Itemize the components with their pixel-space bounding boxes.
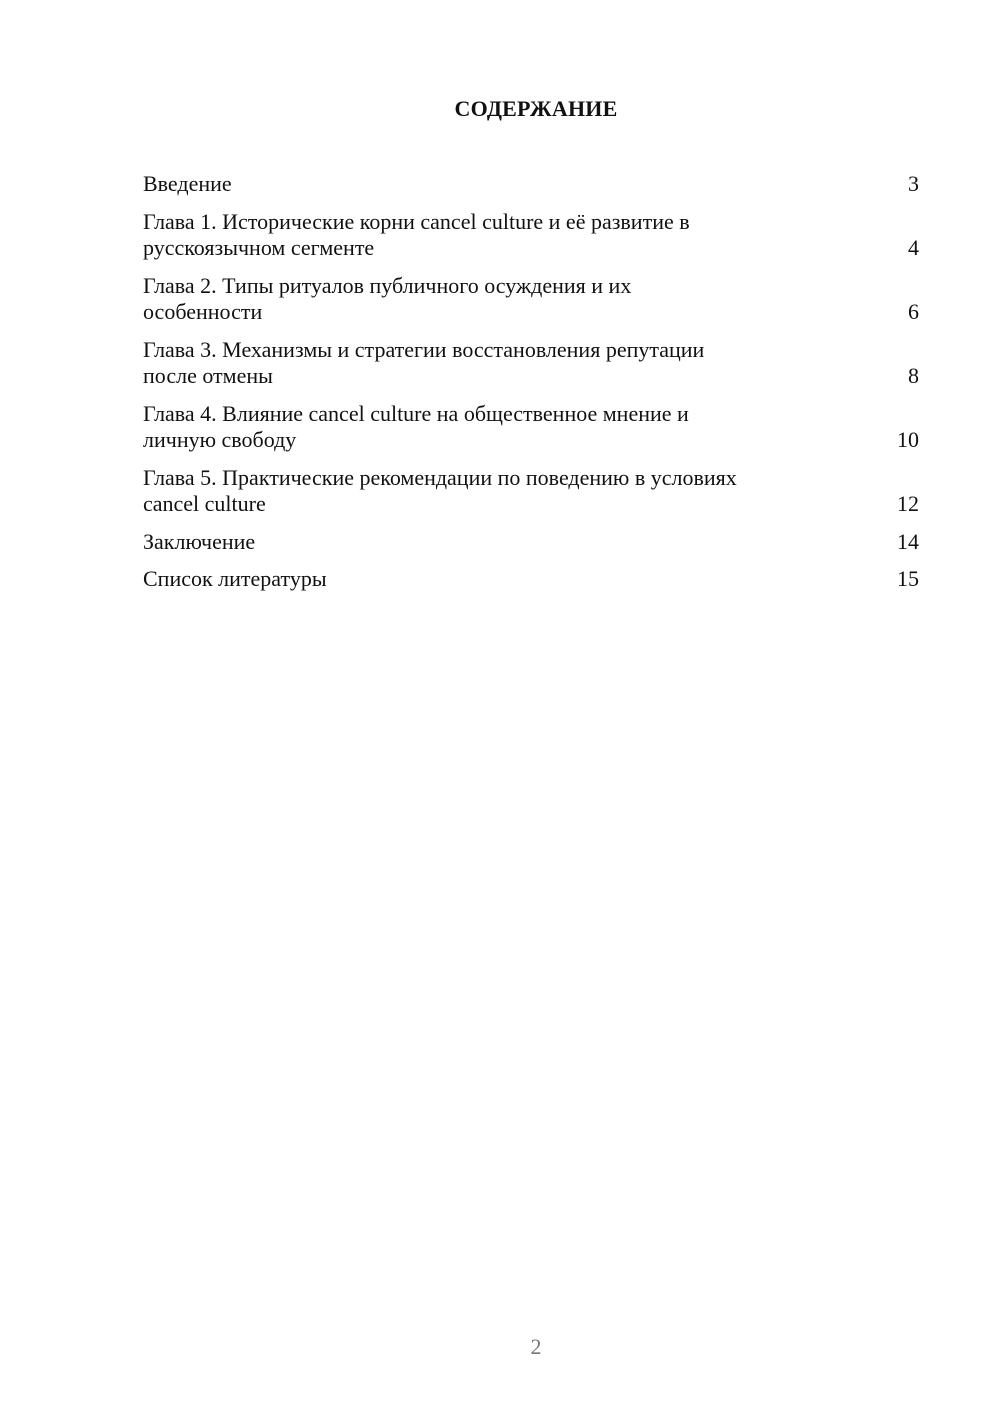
table-of-contents: [143, 171, 919, 604]
page-number: 2: [530, 1334, 542, 1359]
toc-entry-chapter-3[interactable]: [143, 337, 919, 390]
toc-entry-page-number: 4: [908, 235, 919, 260]
page-title: СОДЕРЖАНИЕ: [454, 96, 618, 121]
toc-entry-label: Глава 2. Типы ритуалов публичного осуждения и их особенности: [143, 272, 632, 324]
toc-entry-chapter-1[interactable]: [143, 209, 919, 262]
toc-entry-bibliography[interactable]: [143, 566, 919, 593]
toc-entry-label: Список литературы: [143, 566, 327, 591]
toc-entry-chapter-4[interactable]: [143, 401, 919, 454]
toc-entry-page-number: 12: [897, 491, 919, 516]
toc-entry-label: Введение: [143, 171, 232, 196]
toc-entry-conclusion[interactable]: [143, 529, 919, 556]
toc-entry-label: Глава 3. Механизмы и стратегии восстановления репутации после отмены: [143, 336, 705, 388]
toc-entry-label: Глава 5. Практические рекомендации по поведению в условиях cancel culture: [143, 464, 737, 516]
toc-entry-page-number: 6: [908, 299, 919, 324]
toc-entry-introduction[interactable]: [143, 171, 919, 198]
toc-entry-page-number: 14: [897, 528, 919, 554]
toc-entry-label: Глава 1. Исторические корни cancel culture и её развитие в русскоязычном сегменте: [143, 208, 690, 260]
toc-entry-page-number: 8: [908, 363, 919, 388]
toc-entry-label: Заключение: [143, 528, 256, 554]
toc-entry-page-number: 3: [908, 171, 919, 196]
toc-entry-chapter-2[interactable]: [143, 273, 919, 326]
toc-entry-page-number: 10: [897, 427, 919, 452]
toc-entry-label: Глава 4. Влияние cancel culture на общественное мнение и личную свободу: [143, 400, 689, 452]
toc-entry-page-number: 15: [897, 566, 919, 591]
toc-entry-chapter-5[interactable]: [143, 465, 919, 518]
